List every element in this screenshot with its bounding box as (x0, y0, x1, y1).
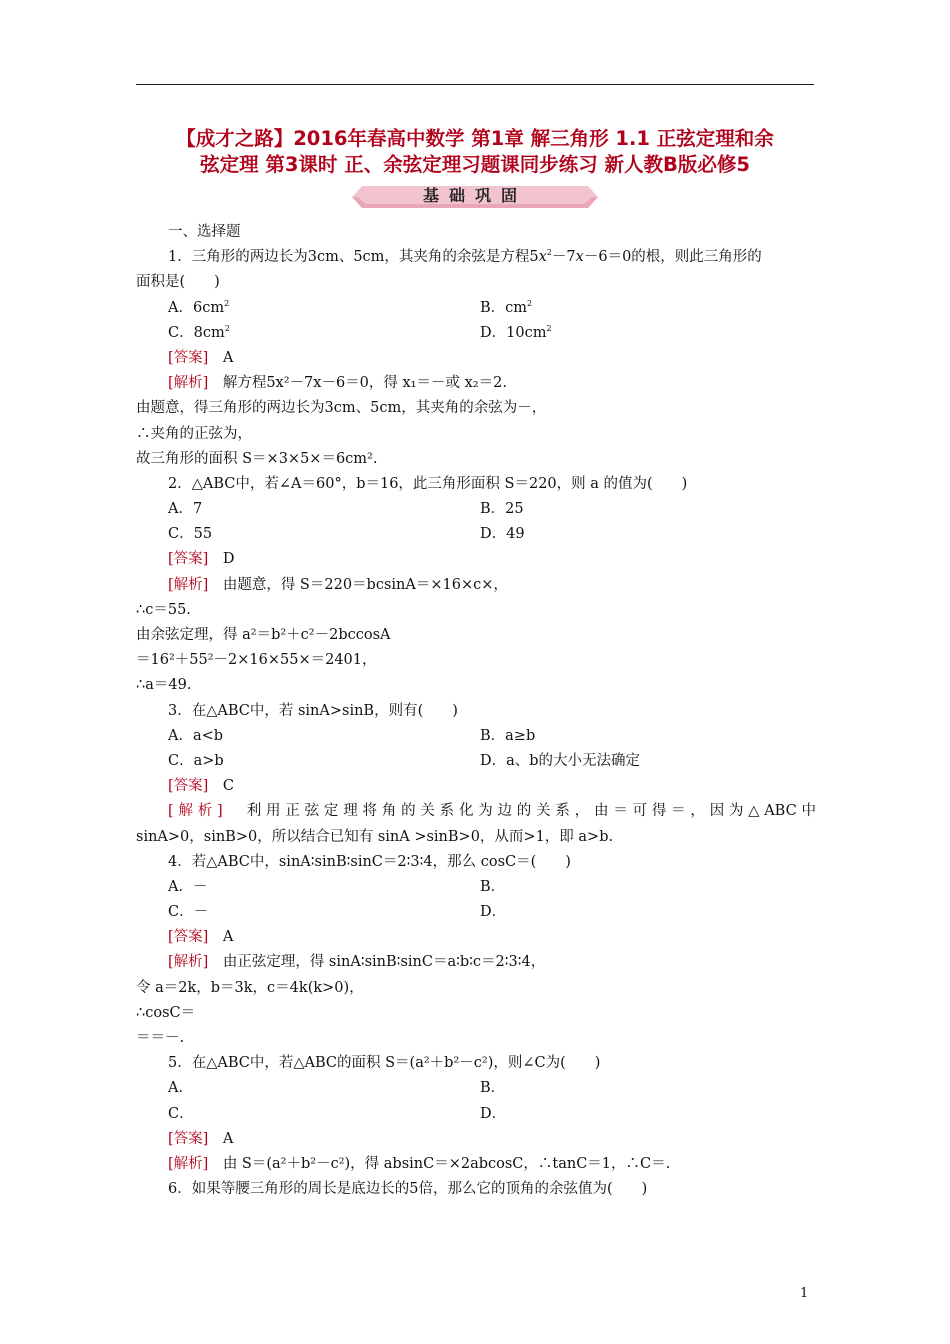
q1-option-b: B．cm (480, 299, 528, 316)
q1-solution-1: [解析] 解方程5x²－7x－6＝0，得 x₁＝－或 x₂＝2. (168, 375, 507, 392)
q2-option-b: B．25 (480, 501, 524, 518)
q3-stem: 3．在△ABC中，若 sinA>sinB，则有( ) (168, 702, 458, 719)
q1-stem-cont: 面积是( ) (136, 274, 220, 291)
q3-option-c: C．a>b (168, 752, 224, 769)
q1-options-cd: C．$8cm^2$ D．$10cm^2$ (168, 323, 552, 341)
q3-options-ab (136, 724, 816, 749)
q3-solution-1: [解析] 利用正弦定理将角的关系化为边的关系，由＝可得＝，因为△ABC中 (168, 803, 816, 820)
q4-solution-1: [解析] 由正弦定理，得 sinA∶sinB∶sinC＝a∶b∶c＝2∶3∶4， (168, 954, 546, 971)
q2-option-a: A．7 (168, 501, 203, 518)
q4-option-b: B． (480, 878, 506, 895)
q4-solution-4: ＝＝－. (136, 1030, 185, 1046)
q1-option-c: C．8cm (168, 324, 225, 341)
q2-solution-4: ＝16²＋55²－2×16×55×＝2401， (136, 652, 377, 669)
q2-solution-5: ∴a＝49. (136, 677, 192, 694)
q5-options-cd (136, 1102, 816, 1127)
q5-solution-1: [解析] 由 S＝(a²＋b²－c²)，得 absinC＝×2abcosC，∴tanC＝1，∴C＝. (168, 1155, 671, 1172)
q2-options-ab (136, 497, 816, 522)
q1-option-a: A．6cm (168, 299, 225, 316)
q3-option-d: D．a、b的大小无法确定 (480, 752, 641, 769)
q2-stem: 2．△ABC中，若∠A＝60°，b＝16，此三角形面积 S＝220，则 a 的值为( ) (168, 475, 688, 492)
q5-option-c: C． (168, 1105, 194, 1122)
q4-options-ab (136, 875, 816, 900)
document-title (136, 126, 814, 178)
q4-option-c: C．－ (168, 904, 209, 921)
q5-options-ab (136, 1076, 816, 1101)
q5-answer: [答案] A (168, 1130, 234, 1147)
q4-solution-3: ∴cosC＝ (136, 1004, 196, 1021)
q5-stem: 5．在△ABC中，若△ABC的面积 S＝(a²＋b²－c²)，则∠C为( ) (168, 1055, 601, 1072)
q1-answer: [答案] A (168, 349, 234, 366)
title-line-2: 弦定理 第3课时 正、余弦定理习题课同步练习 新人教B版必修5 (200, 153, 750, 176)
q4-stem: 4．若△ABC中，sinA∶sinB∶sinC＝2∶3∶4，那么 cosC＝( ) (168, 853, 571, 870)
header-rule (136, 84, 814, 85)
q5-option-d: D． (480, 1105, 507, 1122)
q2-solution-2: ∴c＝55. (136, 601, 191, 618)
page-number: 1 (800, 1286, 809, 1301)
q4-solution-2: 令 a＝2k，b＝3k，c＝4k(k>0)， (136, 979, 364, 996)
q2-options-cd (136, 522, 816, 547)
q3-option-b: B．a≥b (480, 727, 536, 744)
q3-answer: [答案] C (168, 778, 234, 795)
q3-solution-2: sinA>0，sinB>0，所以结合已知有 sinA >sinB>0，从而>1，即 a>b. (136, 828, 614, 845)
q1-solution-4: 故三角形的面积 S＝×3×5×＝6cm². (136, 450, 378, 467)
q2-solution-1: [解析] 由题意，得 S＝220＝bcsinA＝×16×c×， (168, 576, 508, 593)
exercise-content (136, 220, 816, 1202)
q2-solution-3: 由余弦定理，得 a²＝b²＋c²－2bccosA (136, 627, 391, 643)
q3-options-cd (136, 749, 816, 774)
q1-solution-3: ∴夹角的正弦为， (136, 425, 252, 442)
q4-answer: [答案] A (168, 929, 234, 946)
q2-answer: [答案] D (168, 551, 235, 568)
banner-label: 基础巩固 (422, 186, 527, 205)
q1-options-ab: A．$6cm^2$ B．$cm^2$ (168, 298, 533, 316)
q4-options-cd (136, 900, 816, 925)
q4-option-a: A．－ (168, 878, 208, 895)
q2-option-d: D．49 (480, 526, 525, 543)
section-heading: 一、选择题 (168, 224, 241, 240)
q4-option-d: D． (480, 904, 507, 921)
q6-stem: 6．如果等腰三角形的周长是底边长的5倍，那么它的顶角的余弦值为( ) (168, 1181, 648, 1198)
q5-option-b: B． (480, 1080, 506, 1097)
section-banner (352, 184, 598, 210)
q2-option-c: C．55 (168, 526, 213, 543)
q1-stem: 1．三角形的两边长为3cm、5cm，其夹角的余弦是方程$5x^2-7x-6=0$的根，则此三角形的 (168, 248, 762, 266)
q1-solution-2: 由题意，得三角形的两边长为3cm、5cm，其夹角的余弦为－， (136, 400, 547, 417)
q1-option-d: D．10cm (480, 324, 547, 341)
q5-option-a: A． (168, 1080, 193, 1097)
q3-option-a: A．a<b (168, 727, 224, 744)
title-line-1: 【成才之路】2016年春高中数学 第1章 解三角形 1.1 正弦定理和余 (176, 127, 774, 150)
